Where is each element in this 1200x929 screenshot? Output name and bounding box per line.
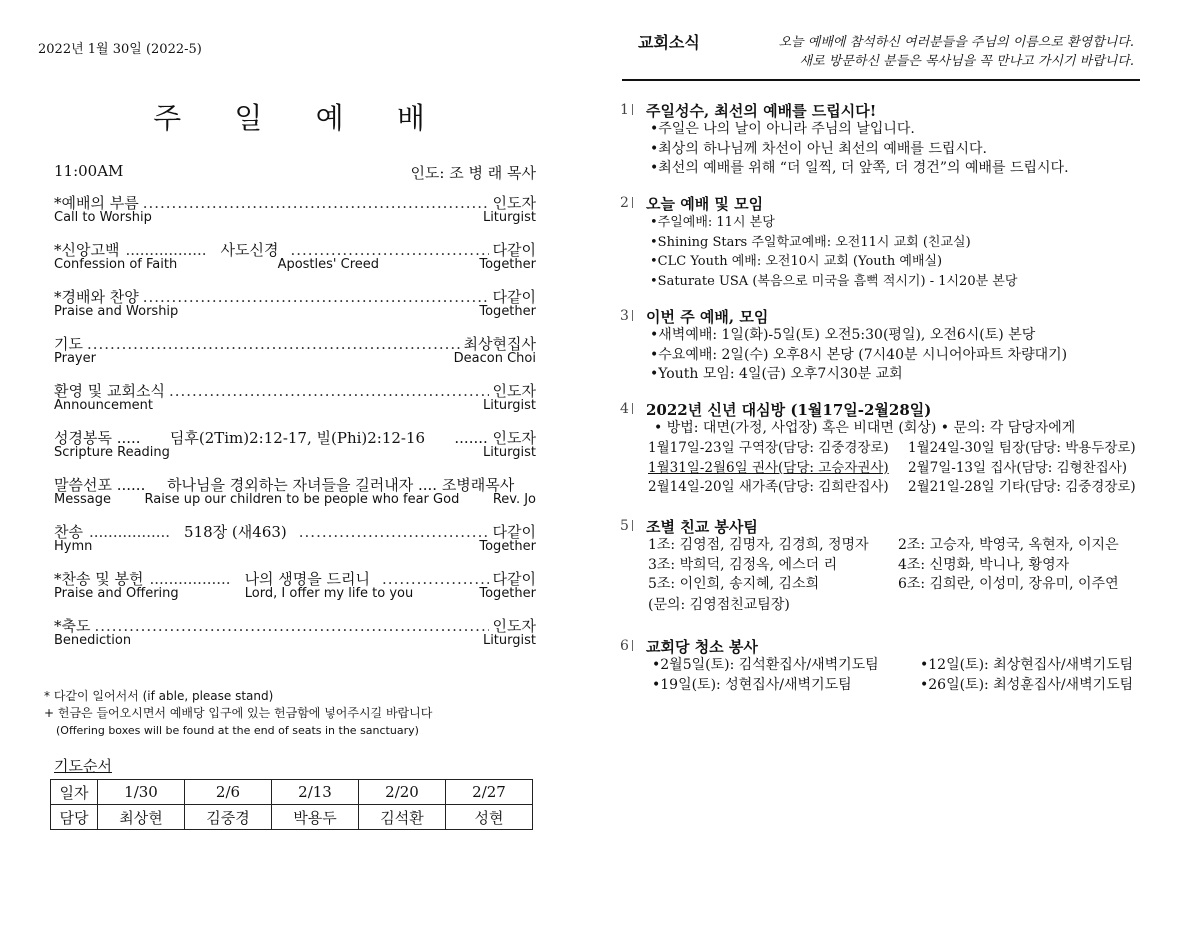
order-label: 성경봉독 ..... [54, 429, 141, 447]
order-detail-en: Lord, I offer my life to you [244, 586, 414, 601]
table-cell: 성현 [446, 805, 533, 830]
list-item [648, 575, 1119, 595]
list-item [648, 478, 1136, 498]
cleaning-schedule [652, 656, 1134, 695]
list-col: 2월7일-13일 집사(담당: 김형찬집사) [908, 459, 1128, 476]
order-item-english [54, 633, 536, 648]
list-col: 4조: 신명화, 박니나, 황영자 [898, 556, 1070, 573]
order-label-en: Confession of Faith [54, 257, 178, 272]
order-detail-en: Raise up our children to be people who fear God [144, 492, 460, 507]
offering-note: + 헌금은 들어오시면서 예배당 입구에 있는 헌금함에 넣어주시길 바랍니다 [44, 706, 433, 720]
order-item [54, 615, 536, 662]
order-detail: 하나님을 경외하는 자녀들을 길러내자 .... 조병래목사 [167, 476, 515, 494]
table-header-cell: 일자 [51, 780, 98, 805]
order-detail-en: Apostles' Creed [277, 257, 380, 272]
service-time-row [54, 162, 536, 180]
page-title: 주 일 예 배 [153, 101, 447, 135]
section-heading: 이번 주 예배, 모임 [646, 308, 769, 326]
section-lines [650, 213, 1017, 291]
section-number: 3 [620, 308, 633, 324]
list-col: 5조: 이인희, 송지혜, 김소희 [648, 576, 820, 592]
order-detail: 사도신경 [220, 241, 279, 259]
order-label-en: Scripture Reading [54, 445, 170, 460]
visit-schedule [648, 439, 1136, 498]
order-of-worship [54, 192, 536, 662]
bulletin-left-page [0, 0, 560, 929]
list-col: 3조: 박희덕, 김정옥, 에스더 리 [648, 556, 838, 573]
order-leader: 다같이 [492, 288, 536, 306]
order-label: 말씀선포 ...... [54, 476, 146, 494]
order-item [54, 239, 536, 286]
list-item: • 새벽예배: 1일(화)-5일(토) 오전5:30(평일), 오전6시(토) 본당 [650, 326, 1067, 346]
order-label-en: Message [54, 492, 111, 507]
order-label-en: Hymn [54, 539, 93, 554]
order-leader: 다같이 [492, 241, 536, 259]
order-leader-en: Together [479, 257, 536, 272]
order-leader: ....... 인도자 [454, 429, 537, 447]
table-row [51, 805, 533, 830]
list-col: 6조: 김희란, 이성미, 장유미, 이주연 [898, 576, 1119, 592]
order-leader-en: Liturgist [482, 633, 536, 648]
order-item-english [54, 445, 536, 460]
table-cell: 김중경 [185, 805, 272, 830]
order-leader: 최상현집사 [463, 335, 536, 353]
section-heading: 오늘 예배 및 모임 [646, 195, 764, 213]
order-item [54, 568, 536, 615]
order-label: 환영 및 교회소식 [54, 382, 165, 400]
order-label: *찬송 및 봉헌 [54, 570, 144, 588]
order-leader: 다같이 [492, 570, 536, 588]
table-row [51, 780, 533, 805]
fellowship-contact: (문의: 김영점친교팀장) [648, 597, 790, 613]
section-heading: 주일성수, 최선의 예배를 드립시다! [646, 102, 877, 120]
table-header-cell: 2/20 [359, 780, 446, 805]
order-item [54, 427, 536, 474]
order-item-english [54, 539, 536, 554]
table-cell: 담당 [51, 805, 98, 830]
order-item-english [54, 586, 536, 601]
order-leader-en: Together [479, 304, 536, 319]
order-detail: 518장 (새463) [184, 523, 287, 541]
section-number: 4 [620, 401, 633, 417]
list-col: 1조: 김영점, 김명자, 김경희, 정명자 [648, 537, 869, 553]
offering-note-en: (Offering boxes will be found at the end of seats in the sanctuary) [56, 724, 419, 737]
notes [44, 688, 432, 739]
list-col: 2월14일-20일 새가족(담당: 김희란집사) [648, 479, 889, 495]
list-item: • CLC Youth 예배: 오전10시 교회 (Youth 예배실) [650, 252, 1017, 272]
service-leader: 인도: 조 병 래 목사 [410, 164, 536, 182]
order-leader-en: Liturgist [482, 445, 536, 460]
order-item-english [54, 351, 536, 366]
section-number: 1 [620, 102, 633, 118]
section-heading: 조별 친교 봉사팀 [646, 518, 758, 536]
list-item [648, 439, 1136, 459]
section-heading: 2022년 신년 대심방 (1월17일-2월28일) [646, 401, 932, 419]
order-item [54, 333, 536, 380]
order-label: 찬송 [54, 523, 83, 541]
order-label: *경배와 찬양 [54, 288, 139, 306]
bulletin-date: 2022년 1월 30일 (2022-5) [38, 42, 202, 57]
welcome-line: 새로 방문하신 분들은 목사님을 꼭 만나고 가시기 바랍니다. [799, 54, 1134, 69]
list-col: 1월24일-30일 팀장(담당: 박용두장로) [908, 440, 1136, 456]
table-header-cell: 2/13 [272, 780, 359, 805]
list-item: • 최선의 예배를 위해 “더 일찍, 더 앞쪽, 더 경건”의 예배를 드립시다. [650, 159, 1069, 179]
list-item: • Saturate USA (복음으로 미국을 흠뻑 적시기) - 1시20분 본당 [650, 272, 1017, 292]
order-detail: 딤후(2Tim)2:12-17, 빌(Phi)2:12-16 [169, 429, 426, 447]
order-leader-en: Deacon Choi [453, 351, 536, 366]
order-item [54, 521, 536, 568]
list-item: • Youth 모임: 4일(금) 오후7시30분 교회 [650, 365, 1067, 385]
welcome-message [779, 33, 1134, 71]
list-col: •2월5일(토): 김석환집사/새벽기도팀 [652, 657, 879, 673]
list-col: 1월31일-2월6일 권사(담당: 고승자권사) [648, 459, 889, 476]
order-item-english [54, 492, 536, 507]
list-item: • 최상의 하나님께 차선이 아닌 최선의 예배를 드립시다. [650, 140, 1069, 160]
list-col: •12일(토): 최상현집사/새벽기도팀 [920, 657, 1134, 673]
section-lines [654, 419, 1075, 439]
welcome-line: 오늘 예배에 참석하신 여러분들을 주님의 이름으로 환영합니다. [778, 35, 1134, 50]
order-item-english [54, 210, 536, 225]
leader-dots: ................. [88, 523, 171, 541]
list-col: 2월21일-28일 기타(담당: 김중경장로) [908, 479, 1136, 495]
stand-note: * 다같이 일어서서 (if able, please stand) [44, 689, 274, 703]
list-item [652, 676, 1134, 696]
order-item [54, 474, 536, 521]
order-item-english [54, 304, 536, 319]
news-heading: 교회소식 [638, 33, 700, 52]
section-lines [650, 120, 1069, 179]
order-item [54, 286, 536, 333]
leader-dots: ................. [149, 570, 231, 588]
order-item [54, 192, 536, 239]
order-detail: 나의 생명을 드리니 [244, 570, 371, 588]
order-leader-en: Together [479, 586, 536, 601]
order-leader: 다같이 [492, 523, 536, 541]
order-label: 기도 [54, 335, 83, 353]
table-cell: 김석환 [359, 805, 446, 830]
prayer-schedule-table [50, 779, 533, 830]
list-item [652, 656, 1134, 676]
visit-method: • 방법: 대면(가정, 사업장) 혹은 비대면 (회상) • 문의: 각 담당자에게 [654, 420, 1076, 436]
order-label-en: Prayer [54, 351, 96, 366]
list-item [648, 459, 1128, 479]
table-header-cell: 2/6 [185, 780, 272, 805]
order-item [54, 380, 536, 427]
table-cell: 박용두 [272, 805, 359, 830]
list-col: 2조: 고승자, 박영국, 옥현자, 이지은 [898, 537, 1119, 553]
order-label-en: Call to Worship [54, 210, 152, 225]
prayer-schedule-title: 기도순서 [54, 757, 112, 775]
list-col: •26일(토): 최성훈집사/새벽기도팀 [920, 676, 1134, 693]
service-time: 11:00AM [54, 162, 124, 180]
table-cell: 최상현 [98, 805, 185, 830]
order-item-english [54, 398, 536, 413]
order-label-en: Announcement [54, 398, 153, 413]
leader-dots: ................. [125, 241, 207, 259]
order-label: *예배의 부름 [54, 194, 139, 212]
order-label: *축도 [54, 617, 91, 635]
order-label: *신앙고백 [54, 241, 120, 259]
list-item: • 주일은 나의 날이 아니라 주님의 날입니다. [650, 120, 1069, 140]
order-label-en: Benediction [54, 633, 132, 648]
section-heading: 교회당 청소 봉사 [646, 638, 758, 656]
order-leader-en: Liturgist [482, 398, 536, 413]
order-leader-en: Rev. Jo [492, 492, 537, 507]
section-lines [648, 596, 790, 616]
list-col: •19일(토): 성현집사/새벽기도팀 [652, 676, 852, 693]
list-item: • 수요예배: 2일(수) 오후8시 본당 (7시40분 시니어아파트 차량대기) [650, 346, 1067, 366]
order-label-en: Praise and Offering [54, 586, 179, 601]
section-number: 2 [620, 195, 633, 211]
order-item-english [54, 257, 536, 272]
list-item [648, 536, 1119, 556]
order-leader: 인도자 [492, 382, 536, 400]
bulletin-right-page [600, 0, 1200, 929]
list-item: • Shining Stars 주일학교예배: 오전11시 교회 (친교실) [650, 233, 1017, 253]
divider [622, 79, 1140, 81]
order-label-en: Praise and Worship [54, 304, 179, 319]
list-col: 1월17일-23일 구역장(담당: 김중경장로) [648, 440, 889, 456]
table-header-cell: 2/27 [446, 780, 533, 805]
order-leader: 인도자 [492, 194, 536, 212]
table-header-cell: 1/30 [98, 780, 185, 805]
section-number: 5 [620, 518, 633, 534]
section-lines [650, 326, 1067, 385]
order-leader-en: Liturgist [482, 210, 536, 225]
list-item: • 주일예배: 11시 본당 [650, 213, 1017, 233]
section-number: 6 [620, 638, 633, 654]
order-leader: 인도자 [492, 617, 536, 635]
list-item [648, 556, 1070, 576]
order-leader-en: Together [479, 539, 536, 554]
fellowship-teams [648, 536, 1119, 595]
